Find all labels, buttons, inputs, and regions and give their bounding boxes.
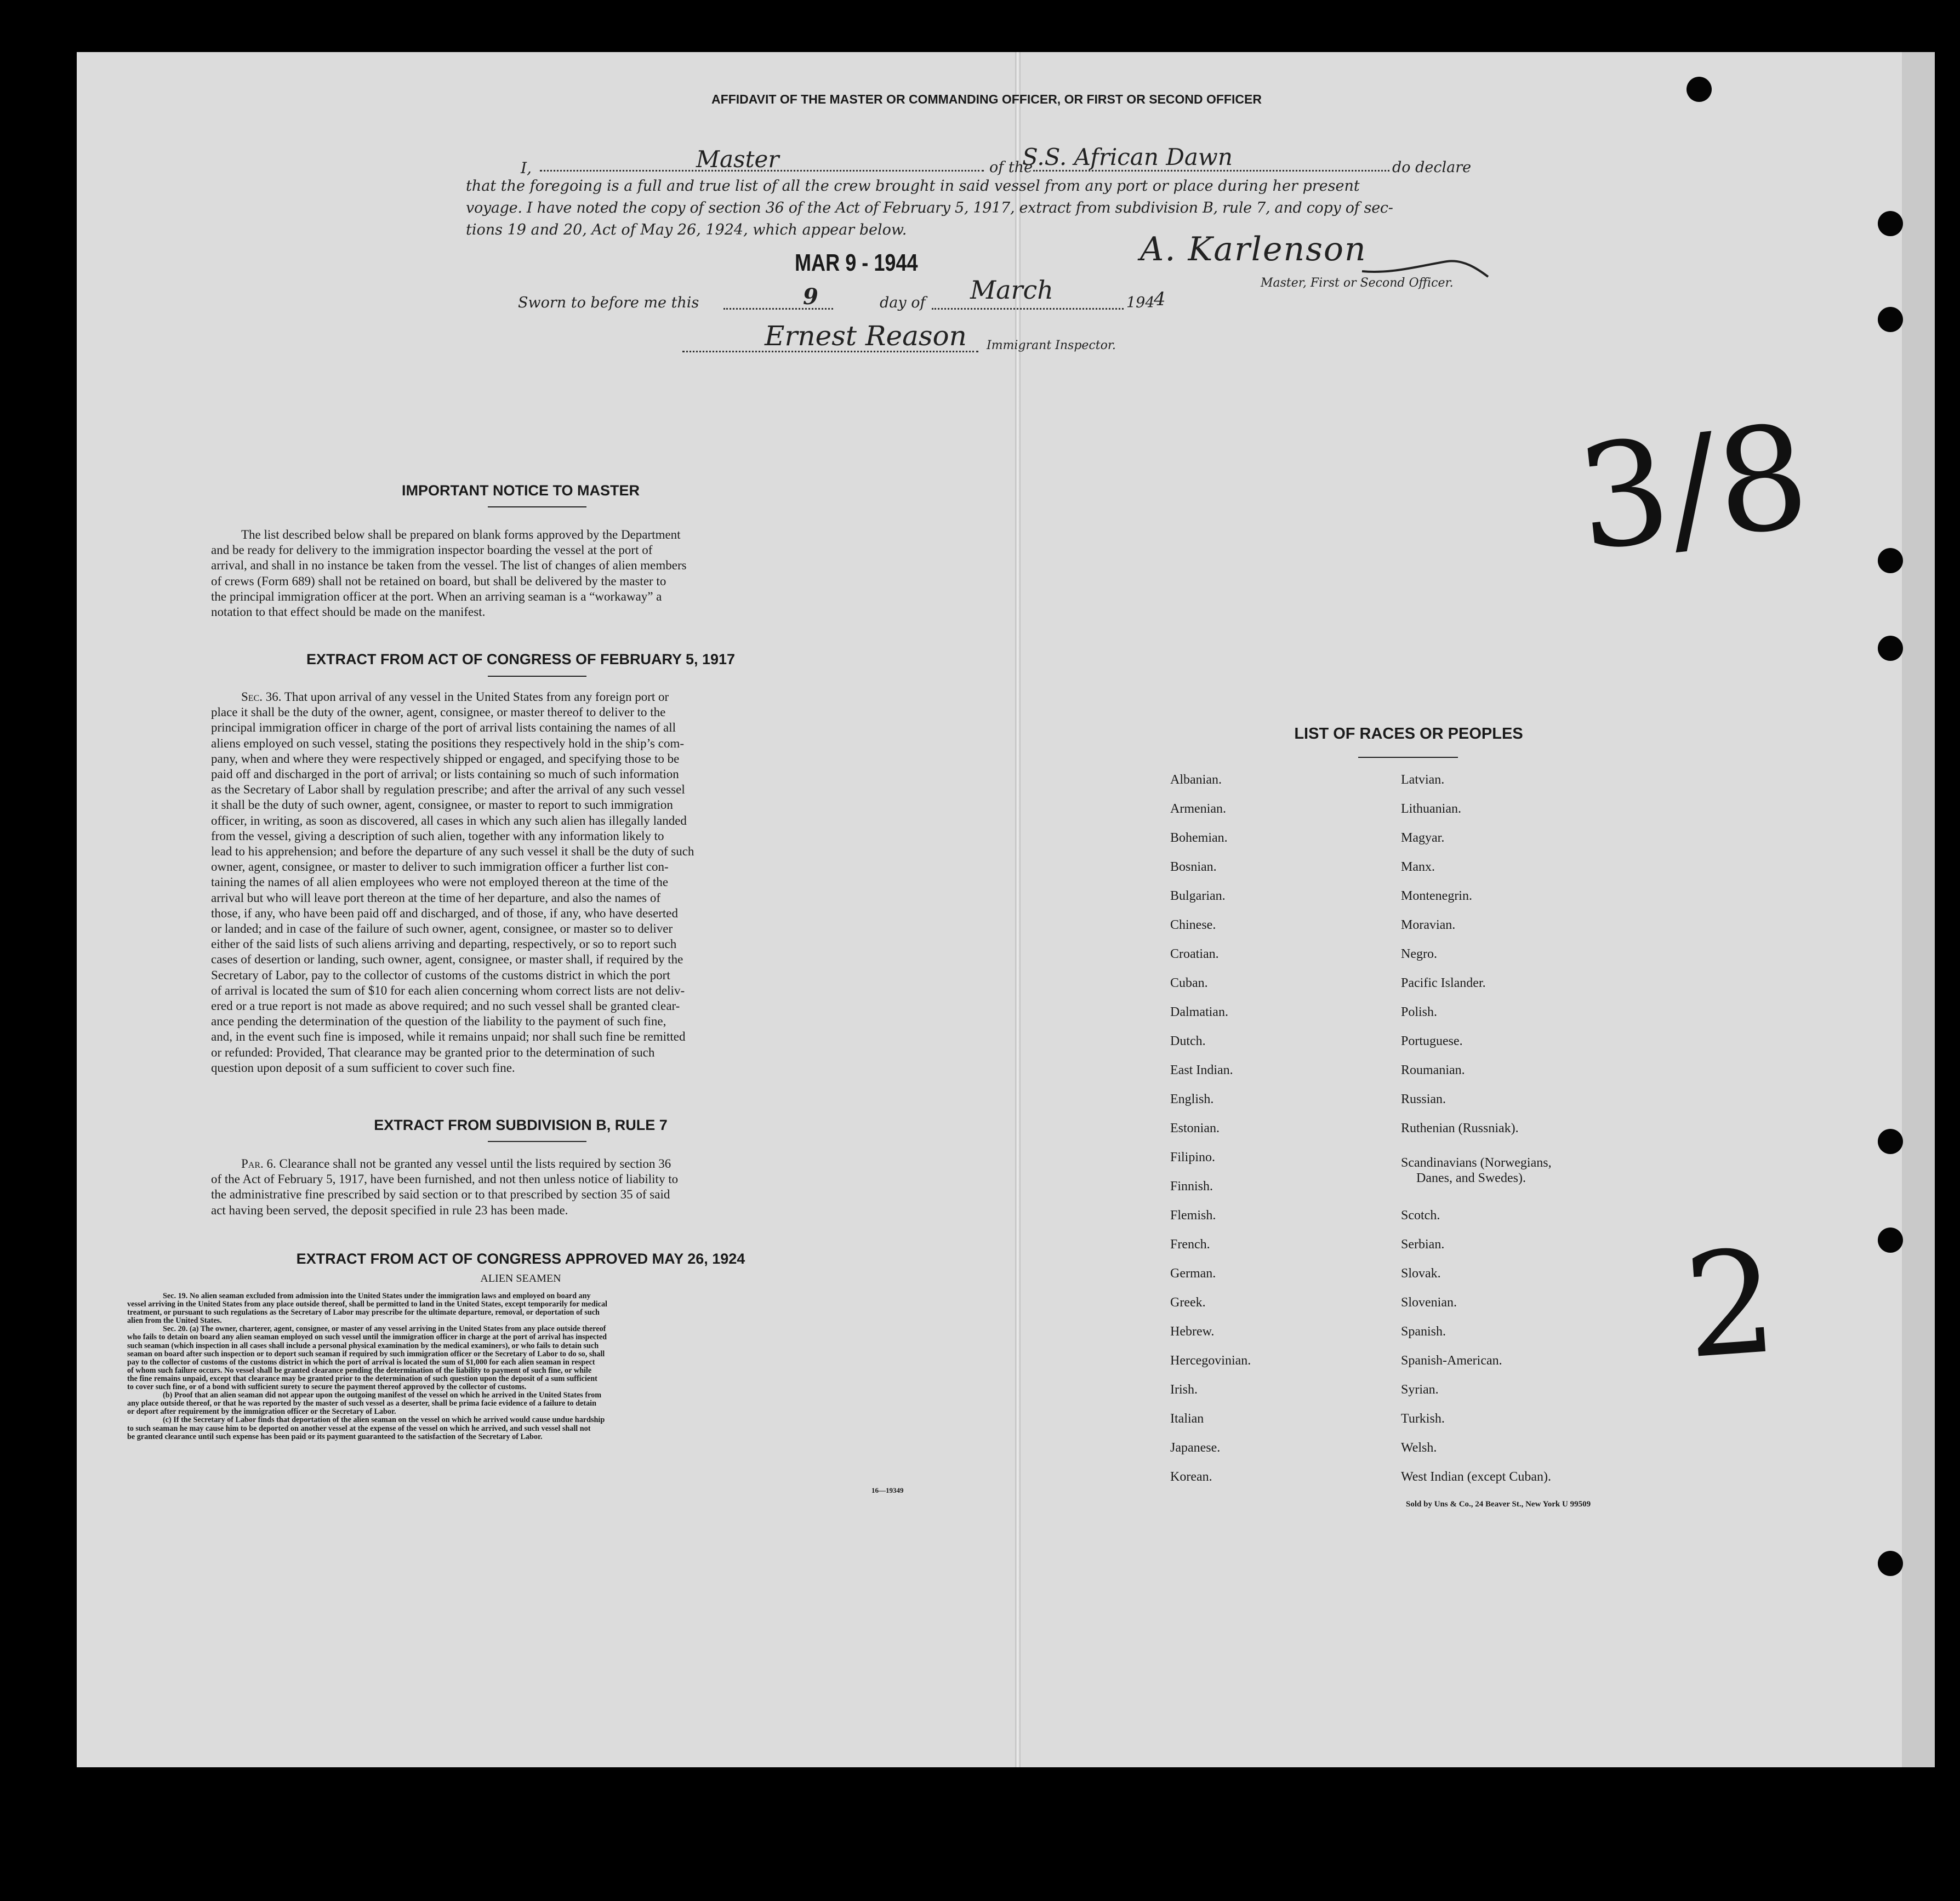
race-item: French. (1170, 1237, 1210, 1252)
extract-line: or deport after requirement by the immigration officer or the Secretary of Labor. (127, 1407, 396, 1417)
race-item: West Indian (except Cuban). (1401, 1470, 1551, 1484)
race-item: Armenian. (1170, 802, 1226, 816)
race-item: Spanish. (1401, 1325, 1446, 1339)
punch-hole (1686, 77, 1712, 102)
races-title: LIST OF RACES OR PEOPLES (1294, 725, 1523, 743)
race-item: English. (1170, 1092, 1214, 1106)
race-item: Italian (1170, 1412, 1204, 1426)
race-item: Pacific Islander. (1401, 976, 1486, 990)
date-stamp: MAR 9 - 1944 (795, 249, 918, 276)
extract-line: the administrative fine prescribed by said section or to that prescribed by section 35 of said (211, 1188, 670, 1202)
extract-line: question upon deposit of a sum sufficient to cover such fine. (211, 1060, 515, 1075)
race-item: Estonian. (1170, 1121, 1220, 1135)
day-of-label: day of (880, 294, 926, 311)
extract-line: such seaman (which inspection in all cases shall include a personal physical examination by the medical examiners), or who fails to detain such (127, 1341, 599, 1350)
extract-line: ance pending the determination of the question of the liability to the payment of such fine, (211, 1014, 666, 1029)
extract-line: and, in the event such fine is imposed, while it remains unpaid; nor shall such fine be remitted (211, 1030, 686, 1044)
extract-line: lead to his apprehension; and before the departure of any such vessel it shall be the duty of such (211, 844, 694, 859)
master-handwriting: Master (696, 146, 779, 173)
notice-line: arrival, and shall in no instance be taken from the vessel. The list of changes of alien members (211, 558, 687, 573)
extract-line: of arrival is located the sum of $10 for each alien concerning whom correct lists are not deliv- (211, 983, 685, 997)
punch-hole (1878, 636, 1903, 661)
extract-line: arrival but who will leave port thereon at the time of her departure, and also the names of (211, 890, 661, 905)
rule7-body (211, 1156, 829, 1218)
extract-line: Clearance shall not be granted any vessel until the lists required by section 36 (279, 1157, 671, 1171)
race-item: Korean. (1170, 1470, 1212, 1484)
race-item: Japanese. (1170, 1441, 1221, 1455)
extract-line: vessel arriving in the United States from any place outside thereof, shall be permitted to land in the United States, except temporarily for medical (127, 1300, 607, 1309)
race-item: Serbian. (1401, 1237, 1445, 1252)
extract-line: those, if any, who have been paid off and discharged, and of those, if any, who have deserted (211, 906, 679, 920)
race-item: Magyar. (1401, 831, 1445, 845)
punch-hole (1878, 1228, 1903, 1253)
extract-line: owner, agent, consignee, or master to deliver to such immigration officer a further list con- (211, 860, 669, 874)
race-item: Lithuanian. (1401, 802, 1461, 816)
punch-hole (1878, 548, 1903, 573)
extract-line: principal immigration officer in charge of the port of arrival lists containing the names of all (211, 721, 676, 735)
vessel-name-handwriting: S.S. African Dawn (1022, 144, 1233, 170)
binding-strip (1902, 52, 1935, 1767)
notice-line: of crews (Form 689) shall not be retained on board, but shall be delivered by the master to (211, 574, 666, 588)
sworn-year-suffix: 4 (1154, 288, 1166, 310)
handwritten-number: 2 (1679, 1219, 1782, 1391)
extract-line: to cover such fine, or of a bond with sufficient surety to secure the payment thereof approved by the collector of customs. (127, 1383, 527, 1392)
extract-line: taining the names of all alien employees who were not employed thereon at the time of the (211, 875, 669, 889)
extract-line: (b) Proof that an alien seaman did not appear upon the outgoing manifest of the vessel on which he arrived in the United States from (163, 1391, 602, 1400)
sworn-label: Sworn to before me this (518, 294, 699, 311)
extract-line: Sec. 20. (a) The owner, charterer, agent, consignee, or master of any vessel arriving in the United States from any place outside thereof (163, 1325, 606, 1334)
extract-line: That upon arrival of any vessel in the United States from any foreign port or (284, 690, 669, 704)
race-item: Bohemian. (1170, 831, 1228, 845)
extract-line: place it shall be the duty of the owner, agent, consignee, or master thereof to deliver to the (211, 705, 666, 720)
handwritten-fraction: 3/8 (1570, 393, 1816, 583)
race-item: Bulgarian. (1170, 889, 1226, 903)
extract-line: or refunded: Provided, That clearance may be granted prior to the determination of such (211, 1045, 655, 1059)
race-item: Finnish. (1170, 1179, 1213, 1194)
extract-line: seaman on board after such inspection or to deport such seaman if required by such immigration officer or the Secretary of Labor to do so, shall (127, 1349, 605, 1358)
race-item: Filipino. (1170, 1150, 1216, 1164)
extract-line: cases of desertion or landing, such owner, agent, consignee, or master shall, if required by the (211, 952, 683, 967)
extract-line: Secretary of Labor, pay to the collector of customs of the customs district in which the port (211, 968, 670, 982)
race-item: Turkish. (1401, 1412, 1445, 1426)
race-item: Slovak. (1401, 1266, 1441, 1281)
race-item: Moravian. (1401, 918, 1456, 932)
extract-1924-title: EXTRACT FROM ACT OF CONGRESS APPROVED MAY 26, 1924 (296, 1251, 745, 1267)
race-item: German. (1170, 1266, 1216, 1281)
extract-line: it shall be the duty of such owner, agent, consignee, or master to report to such immigration (211, 798, 673, 812)
race-item: Hebrew. (1170, 1325, 1215, 1339)
sworn-day: 9 (803, 284, 818, 310)
race-item: Slovenian. (1401, 1295, 1457, 1310)
inspector-signature: Ernest Reason (765, 320, 967, 352)
section-label: Sec. 36. (241, 690, 282, 704)
extract-line: who fails to detain on board any alien seaman employed on such vessel until the immigration officer in charge at the port of arrival has inspected (127, 1333, 607, 1342)
race-item: Croatian. (1170, 947, 1219, 961)
inspector-caption: Immigrant Inspector. (987, 339, 1116, 352)
title-rule (488, 1141, 586, 1142)
race-item: Manx. (1401, 860, 1435, 874)
race-item: Irish. (1170, 1383, 1198, 1397)
extract-1917-title: EXTRACT FROM ACT OF CONGRESS OF FEBRUARY 5, 1917 (306, 651, 736, 667)
extract-line: treatment, or pursuant to such regulations as the Secretary of Labor may prescribe for the ultimate departure, removal, or deportation of such (127, 1308, 600, 1317)
extract-1924-subtitle: ALIEN SEAMEN (480, 1272, 561, 1285)
extract-line: to such seaman he may cause him to be deported on another vessel at the expense of the vessel on which he arrived, and such vessel shall not (127, 1424, 591, 1433)
affidavit-line-4: tions 19 and 20, Act of May 26, 1924, which appear below. (466, 221, 907, 238)
printer-credit: Sold by Uns & Co., 24 Beaver St., New York U 99509 (1406, 1500, 1591, 1509)
race-item: Danes, and Swedes). (1416, 1171, 1526, 1185)
extract-line: pany, when and where they were respectively shipped or engaged, and specifying those to be (211, 751, 680, 766)
notice-title: IMPORTANT NOTICE TO MASTER (402, 482, 640, 499)
extract-line: from the vessel, giving a description of such alien, together with any information likely to (211, 829, 664, 843)
race-item: Flemish. (1170, 1208, 1216, 1223)
extract-line: act having been served, the deposit specified in rule 23 has been made. (211, 1203, 568, 1217)
notice-line: notation to that effect should be made on the manifest. (211, 605, 486, 619)
do-declare-label: do declare (1392, 159, 1472, 176)
section-label: Par. 6. (241, 1157, 276, 1171)
extract-line: as the Secretary of Labor shall by regulation prescribe; and after the arrival of any such vessel (211, 783, 685, 797)
sworn-month: March (970, 275, 1053, 305)
race-item: Syrian. (1401, 1383, 1439, 1397)
race-item: Dutch. (1170, 1034, 1206, 1048)
extract-line: (c) If the Secretary of Labor finds that deportation of the alien seaman on the vessel on which he arrived would cause undue hardship (163, 1415, 605, 1425)
race-item: Spanish-American. (1401, 1354, 1502, 1368)
notice-line: and be ready for delivery to the immigration inspector boarding the vessel at the port of (211, 543, 653, 557)
extract-line: of whom such failure occurs. No vessel shall be granted clearance pending the determination of the liability to payment of such fine, or while (127, 1366, 592, 1375)
extract-line: aliens employed on such vessel, stating the positions they respectively hold in the ship’s com- (211, 736, 684, 750)
affidavit-line-3: voyage. I have noted the copy of section 36 of the Act of February 5, 1917, extract from subdivision B, rule 7, and copy of sec- (466, 199, 1393, 216)
extract-1917-body (211, 689, 829, 1076)
race-item: Bosnian. (1170, 860, 1217, 874)
race-item: Latvian. (1401, 773, 1445, 787)
race-item: Welsh. (1401, 1441, 1437, 1455)
rule7-title: EXTRACT FROM SUBDIVISION B, RULE 7 (374, 1117, 668, 1133)
extract-line: Sec. 19. No alien seaman excluded from admission into the United States under the immigration laws and employed on board any (163, 1292, 591, 1300)
dotted-line (932, 308, 1124, 310)
notice-line: The list described below shall be prepared on blank forms approved by the Department (241, 528, 681, 541)
extract-line: of the Act of February 5, 1917, have been furnished, and not then unless notice of liability to (211, 1172, 679, 1186)
race-item: Montenegrin. (1401, 889, 1472, 903)
title-rule (488, 676, 586, 677)
extract-line: either of the said lists of such aliens arriving and departing, respectively, or so to report such (211, 937, 677, 951)
affidavit-line-2: that the foregoing is a full and true list of all the crew brought in said vessel from any port or place during her present (466, 178, 1360, 195)
race-item: Russian. (1401, 1092, 1446, 1106)
punch-hole (1878, 1129, 1903, 1154)
race-item: Roumanian. (1401, 1063, 1465, 1077)
punch-hole (1878, 1551, 1903, 1576)
race-item: Greek. (1170, 1295, 1206, 1310)
extract-line: the fine remains unpaid, except that clearance may be granted prior to the determination of such question upon the deposit of a sum sufficient (127, 1374, 597, 1383)
title-rule (488, 506, 586, 507)
signature-caption: Master, First or Second Officer. (1261, 276, 1454, 290)
extract-line: officer, in writing, as soon as discovered, all cases in which any such alien has illegally landed (211, 813, 687, 827)
race-item: Negro. (1401, 947, 1437, 961)
race-item: Polish. (1401, 1005, 1438, 1019)
extract-line: be granted clearance until such expense has been paid or its payment guaranteed to the satisfaction of the Secretary of Labor. (127, 1432, 543, 1441)
race-item: Hercegovinian. (1170, 1354, 1251, 1368)
race-item: Scotch. (1401, 1208, 1440, 1223)
race-item: Dalmatian. (1170, 1005, 1228, 1019)
of-the-label: of the (989, 159, 1033, 176)
punch-hole (1878, 307, 1903, 332)
affidavit-i: I, (521, 159, 532, 177)
extract-line: or landed; and in case of the failure of such owner, agent, consignee, or master so to deliver (211, 922, 673, 936)
race-item: East Indian. (1170, 1063, 1233, 1077)
title-rule (1358, 757, 1458, 758)
extract-line: ered or a true report is not made as above required; and no such vessel shall be granted clear- (211, 999, 680, 1013)
sworn-year-prefix: 194 (1126, 294, 1155, 311)
notice-body (211, 527, 829, 620)
form-number: 16—19349 (871, 1486, 904, 1494)
affidavit-title: AFFIDAVIT OF THE MASTER OR COMMANDING OFFICER, OR FIRST OR SECOND OFFICER (711, 92, 1262, 106)
extract-line: alien from the United States. (127, 1316, 222, 1326)
race-item: Scandinavians (Norwegians, (1401, 1156, 1552, 1170)
race-item: Albanian. (1170, 773, 1222, 787)
race-item: Cuban. (1170, 976, 1208, 990)
race-item: Ruthenian (Russniak). (1401, 1121, 1519, 1135)
extract-1924-body (127, 1292, 916, 1441)
extract-line: any place outside thereof, or that he was reported by the master of such vessel as a deserter, shall be prima facie evidence of a failure to detain (127, 1399, 597, 1408)
extract-line: pay to the collector of customs of the customs district in which the port of arrival is located the sum of $1,000 for each alien seaman in respect (127, 1357, 595, 1367)
race-item: Portuguese. (1401, 1034, 1463, 1048)
master-signature: A. Karlenson (1140, 230, 1367, 269)
punch-hole (1878, 211, 1903, 236)
race-item: Chinese. (1170, 918, 1216, 932)
notice-line: the principal immigration officer at the port. When an arriving seaman is a “workaway” a (211, 589, 662, 603)
extract-line: paid off and discharged in the port of arrival; or lists containing so much of such information (211, 767, 679, 781)
